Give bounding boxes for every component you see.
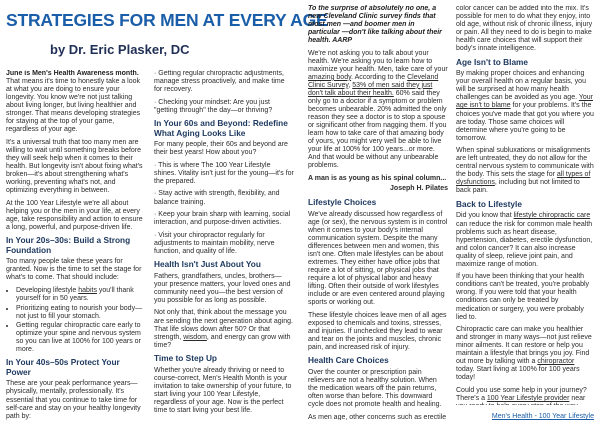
paragraph: · Checking your mindset: Are you just "getting through" the day—or thriving? [154, 98, 273, 114]
paragraph: As men age, other concerns such as erectile [308, 413, 447, 420]
list-item: • Getting regular chiropractic care early to optimize your spine and nervous system so you can live at 100% for 100 years or more. [16, 322, 146, 354]
lead-quote: To the surprise of absolutely no one, a new Cleveland Clinic survey finds that most men —and boomer men in particular —don't like talking about their health. AARP [308, 5, 442, 45]
paragraph: Fathers, grandfathers, uncles, brothers—your presence matters, your loved ones and community need you—the best version of you possible for as long as possible. [154, 272, 291, 304]
quote-attribution: Joseph H. Pilates [390, 185, 448, 193]
paragraph [154, 309, 294, 349]
list-item [16, 287, 146, 303]
article-byline: by Dr. Eric Plasker, DC [50, 42, 190, 57]
cleveland-survey-link[interactable]: Cleveland Clinic Survey [308, 73, 439, 89]
paragraph: · Stay active with strength, flexibility, and balance training. [154, 190, 280, 206]
paragraph: These lifestyle choices leave men of all ages exposed to chemicals and toxins, stresses, and injuries. If unchecked they lead to wear and tear on the joints and muscles, chronic pain, and increased risk of injury. [308, 311, 447, 351]
paragraph-text: When spinal subluxations or misalignments are left untreated, they do not allow for the central nervous system to communicate with the body. This sets the stage for [456, 147, 594, 179]
lifestyle-chiro-link[interactable]: lifestyle chiropractic care [513, 212, 591, 220]
chiropractor-link[interactable]: chiropractor [537, 358, 575, 366]
amazing-body-link[interactable]: amazing body [308, 73, 352, 81]
paragraph-text: Chiropractic care can make you healthier and stronger in many ways—not just relieve minor ailments. It can restore or help you maintain a lifestyle that brings you joy. Find out more by talking with a [456, 326, 592, 366]
column-2 [154, 70, 294, 420]
paragraph-text: Not only that, think about the message you are sending the next generation about aging. That life slows down after 50? Or that strength, [154, 309, 293, 341]
paragraph [456, 212, 594, 268]
paragraph: Over the counter or prescription pain relievers are not a healthy solution. When the medication wears off the pain returns, often worse than before. This downward cycle does not promote health and healing. [308, 368, 442, 409]
paragraph-text: today. Start living at 100% for 100 years today! [456, 366, 580, 382]
paragraph-text: can reduce the risk for common male health problems such as heart disease, hypertension, diabetes, erectile dysfunction, and colon cancer? It can also increase quality of sleep, relieve joint pain, and maximize range of motion. [456, 220, 593, 268]
section-heading-health-care: Health Care Choices [308, 355, 389, 366]
paragraph: For many people, their 60s and beyond are their best years! How about you? [154, 141, 288, 157]
paragraph: · Getting regular chiropractic adjustments, manage stress proactively, and make time for recovery. [154, 70, 285, 94]
paragraph: Too many people take these years for granted. Now is the time to set the stage for what's to come. That should include: [6, 258, 142, 282]
column-1 [6, 70, 146, 420]
paragraph-text: near [571, 394, 586, 402]
paragraph [456, 326, 594, 382]
paragraph-text: , and energy can grow with time? [154, 333, 291, 349]
paragraph: At the 100 Year Lifestyle we're all about helping you or the men in your life, at every age, take responsibility and action to ensure a long, powerful, and purpose-driven life. [6, 199, 143, 231]
column-4 [456, 5, 594, 405]
survey-stat-link[interactable]: 53% of men said they just don't talk about their health. [308, 81, 433, 97]
section-heading-20s: In Your 20s–30s: Build a Strong Foundation [6, 235, 131, 255]
section-heading-back: Back to Lifestyle [456, 198, 522, 209]
list-item: • Prioritizing eating to nourish your body—not just to fill your stomach. [16, 305, 146, 321]
paragraph-text: Did you know that [456, 212, 514, 220]
age-blame-link[interactable]: Your age isn't to blame [456, 94, 594, 110]
provider-link[interactable]: 100 Year Lifestyle provider [486, 394, 570, 402]
paragraph-text: We're not asking you to talk about your health. We're asking you to learn how to maximize your health. Men, take care of your [308, 49, 448, 73]
list-item-text: you'll thank yourself for in 50 years. [16, 287, 134, 303]
section-heading-40s: In Your 40s–50s Protect Your Power [6, 357, 120, 377]
habits-link[interactable]: habits [78, 287, 97, 295]
section-heading-take-care [154, 420, 294, 421]
paragraph: · Visit your chiropractor regularly for adjustments to maintain mobility, nerve function, and quality of life. [154, 231, 275, 255]
paragraph [308, 50, 448, 171]
paragraph-text: By making proper choices and enhancing your overall health on a regular basis, you will be surprised at how many health challenges can be avoided as you age. [456, 70, 586, 102]
paragraph: It's a universal truth that too many men are willing to wait until something breaks before they will seek help when it comes to their health. But longevity isn't about fixing what's broken—it's about strengthening what's working, preventing what's not, and optimizing everything in between. [6, 138, 143, 195]
dysfunctions-link[interactable]: all types of dysfunctions [456, 171, 591, 187]
paragraph-text: , [348, 81, 353, 89]
wisdom-link[interactable]: wisdom [183, 333, 207, 341]
paragraph: These are your peak performance years—physically, mentally, professionally. It's essential that you continue to take time for self-care and stay on your healthy longevity path by: [6, 380, 141, 420]
bullet-list [16, 287, 146, 354]
list-item-text: Developing lifestyle [16, 287, 79, 295]
paragraph: Whether you're already thriving or need to course-correct, Men's Health Month is your invitation to take ownership of your future, to start living your 100 Year Lifestyle, regardless of your age. Now is the perfect time to start living your best life. [154, 366, 292, 414]
section-heading-lifestyle: Lifestyle Choices [308, 197, 377, 208]
section-heading-step-up: Time to Step Up [154, 353, 218, 364]
paragraph-text: . According to the [351, 73, 408, 81]
section-heading-60s: In Your 60s and Beyond: Redefine What Aging Looks Like [154, 118, 288, 138]
column-3 [308, 5, 448, 420]
paragraph [456, 387, 594, 405]
paragraph-text: for your problems. It's the choices you've made that got you where you are today. Those same choices will determine where you're going to be tomorrow. [456, 102, 594, 142]
paragraph-text: , including but not limited to back pain. [456, 179, 580, 195]
paragraph: color cancer can be added into the mix. It's possible for men to do what they enjoy, into old age, without risk of chronic illness, injury or pain. All they need to do is begin to make health care choices that will support their body's innate intelligence. [456, 5, 593, 53]
intro-text: That means it's time to honestly take a look at what you are doing to ensure your longevity. You know we're not just talking about living longer, but living healthier and stronger. That means developing strategies for staying at the top of your game, regardless of your age. [6, 78, 141, 134]
pilates-quote: A man is as young as his spinal column... [308, 174, 447, 182]
intro-bold: June is Men's Health Awareness month. [6, 70, 139, 77]
intro-paragraph [6, 70, 146, 134]
section-heading-age: Age Isn't to Blame [456, 56, 529, 67]
paragraph: · Keep your brain sharp with learning, social interaction, and purpose-driven activities. [154, 211, 291, 227]
paragraph-text: 60% said they only go to a doctor if a symptom or problem becomes unbearable. 20% admitted the only reason they see a doctor is to stop a spouse or significant other from nagging them. If you learn how to take care of that amazing body of yours, you might very well be able to live your life at 100% for 100 years...or more. And that would be without any unbearable problems. [308, 89, 447, 170]
paragraph [456, 147, 594, 195]
paragraph-text: Could you use some help in your journey? There's a [456, 386, 587, 402]
article-title: STRATEGIES FOR MEN AT EVERY AGE [6, 10, 328, 30]
footer-link[interactable]: Men's Health - 100 Year Lifestyle [491, 413, 594, 420]
section-heading-health: Health Isn't Just About You [154, 259, 261, 270]
paragraph [456, 70, 594, 142]
paragraph: If you have been thinking that your health conditions can't be treated, you're probably wrong. If you were told that your health conditions can only be treated by medication or surgery, you were probably lied to. [456, 273, 590, 321]
paragraph: We've already discussed how regardless of age (or sex), the nervous system is in control when it comes to your body's internal communication system. Despite the many differences between men and women, this isn't one. Often male lifestyles can be about extremes. They either have office jobs that require a lot of sitting, or physical jobs that require a lot of physical labor and heavy lifting. Often their outside of work lifestyles include or are even centered around playing sports or working out. [308, 210, 448, 307]
paragraph: · This is where The 100 Year Lifestyle shines. Vitality isn't just for the young—it's for the prepared. [154, 161, 294, 185]
